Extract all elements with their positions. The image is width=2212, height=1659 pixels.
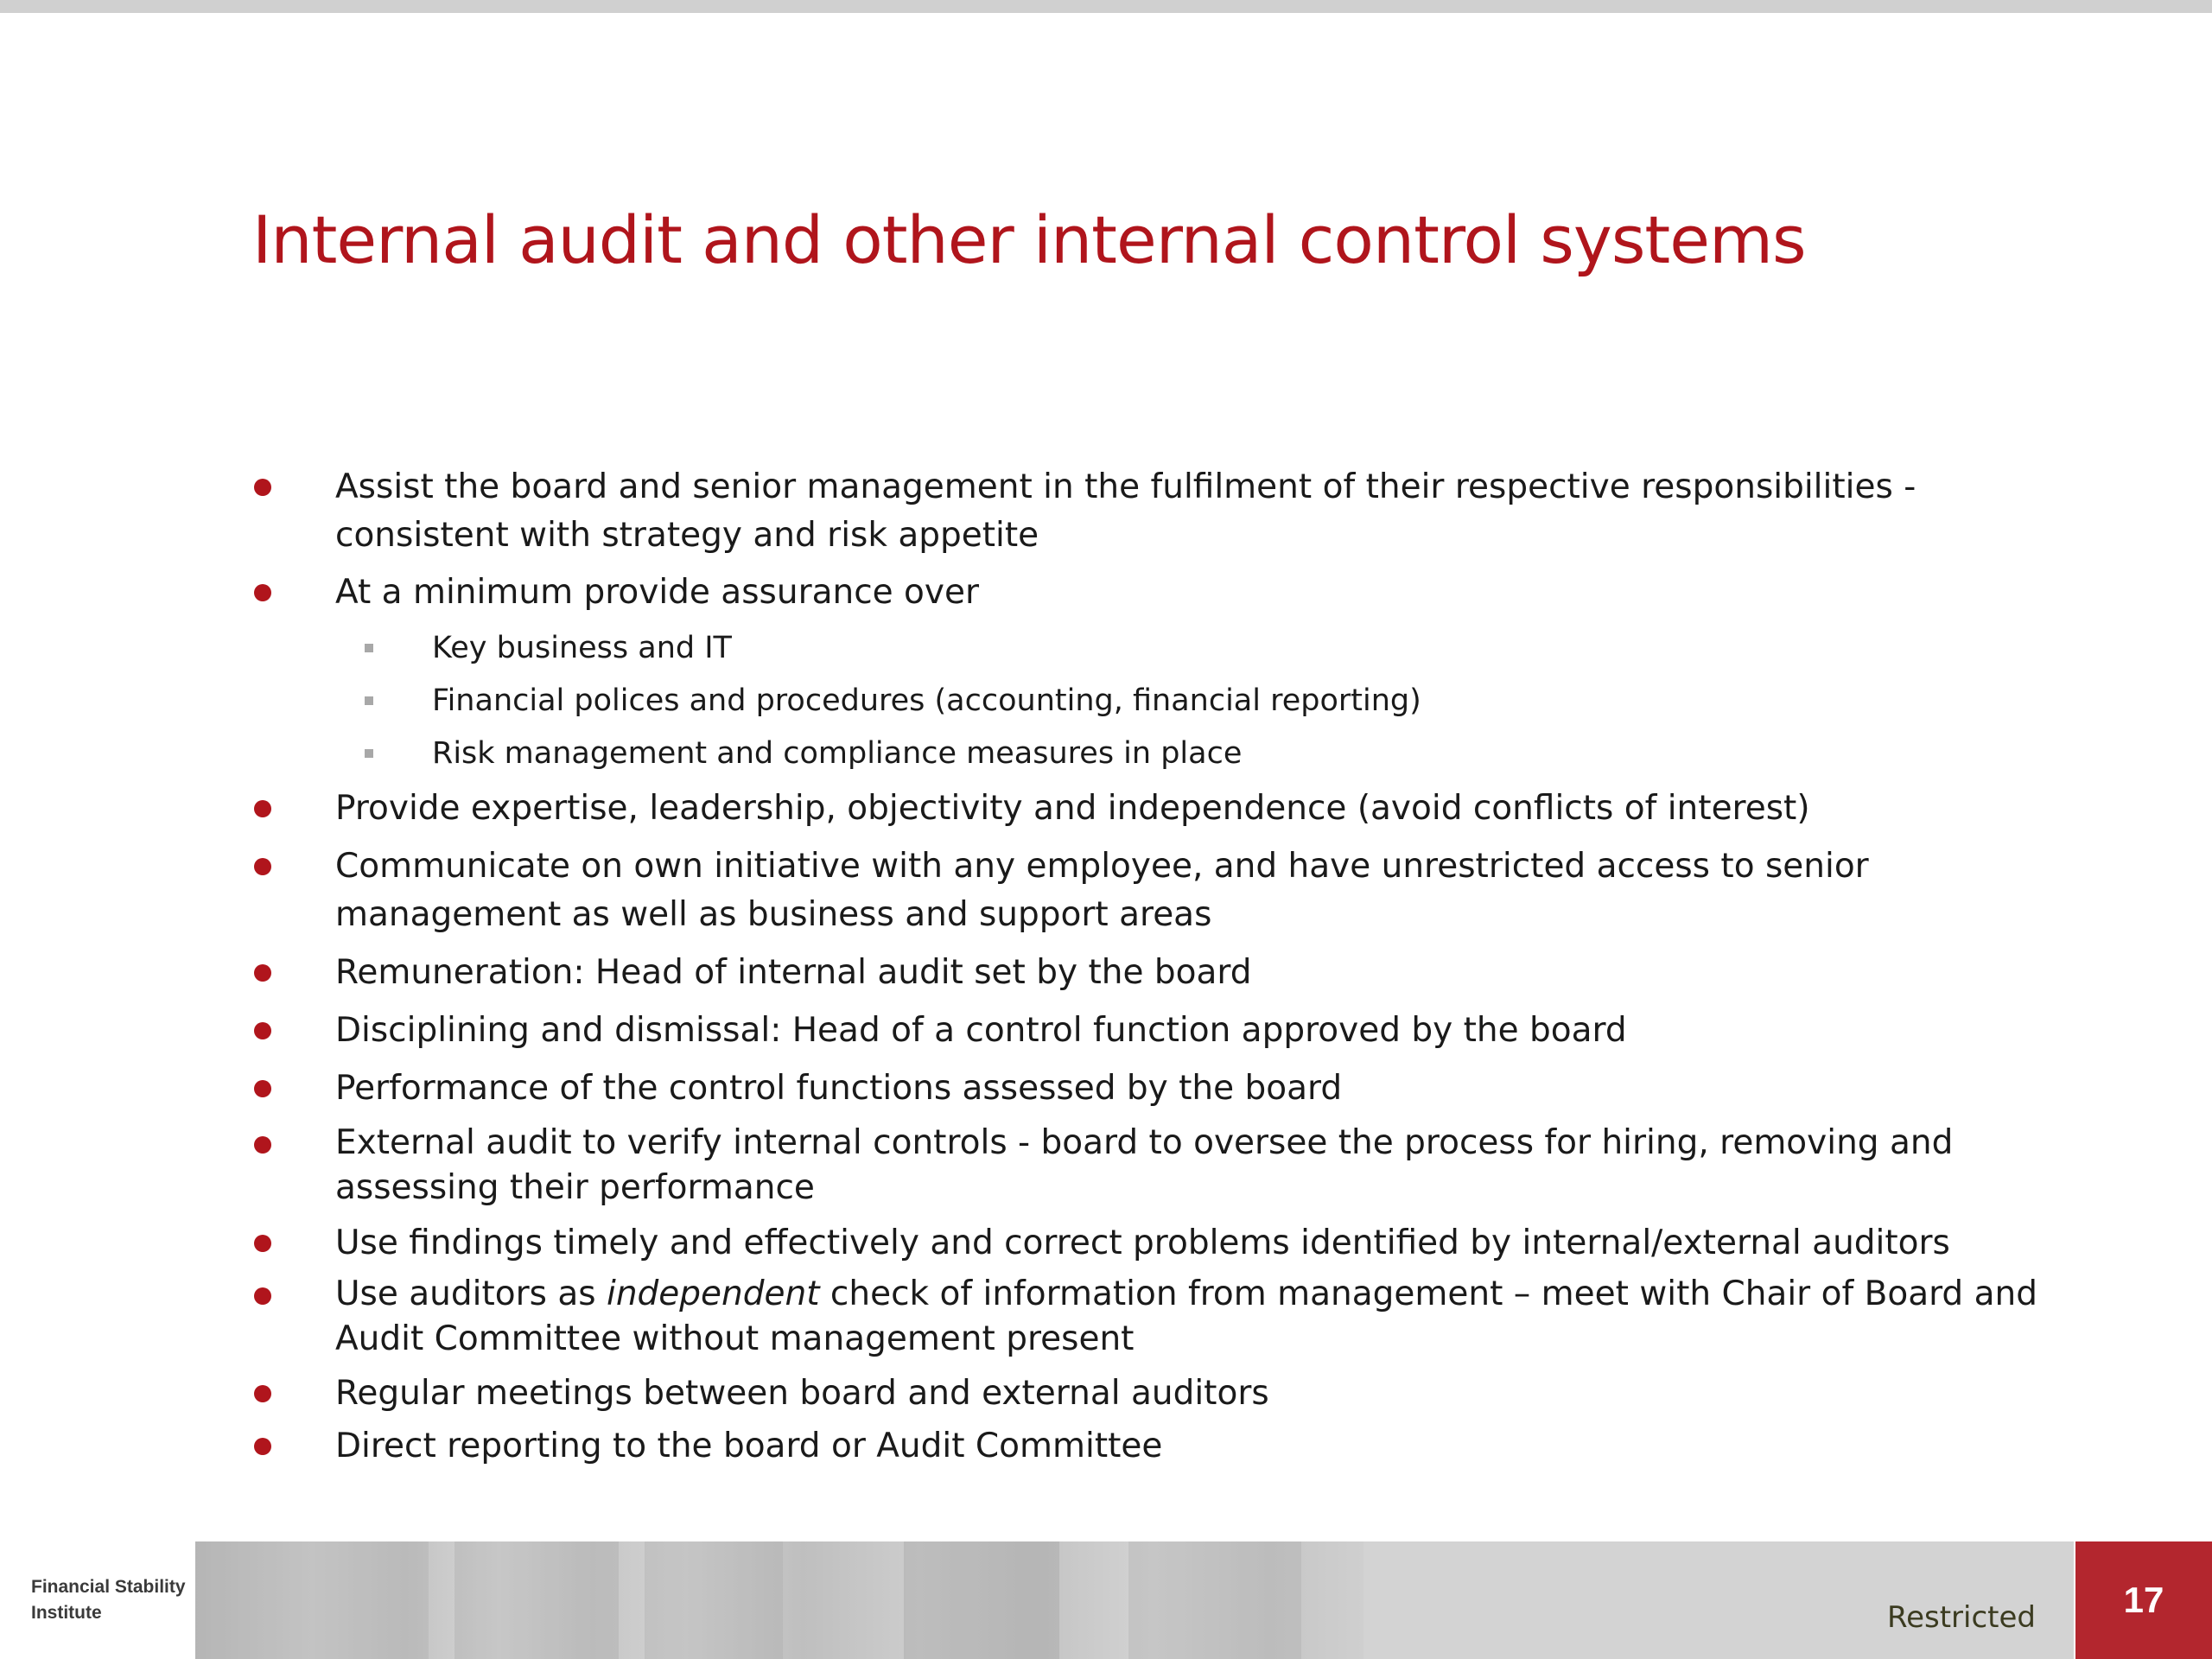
sub-bullet-item [432, 622, 2160, 674]
slide-title: Internal audit and other internal control systems [252, 201, 1806, 278]
photo-panel [454, 1541, 619, 1659]
fsi-logo [31, 1574, 186, 1626]
bullet-text-after: check of information from management – meet with Chair of Board and Audit Committee without management present [335, 1274, 2037, 1358]
bullet-item [335, 785, 2063, 833]
photo-panel [195, 1541, 429, 1659]
bullet-item [335, 842, 2063, 939]
bullet-dot-icon [254, 1235, 271, 1252]
bullet-text: Assist the board and senior management in the fulfilment of their respective responsibilities - consistent with strategy and risk appetite [335, 467, 1916, 555]
bullet-dot-icon [254, 800, 271, 817]
bullet-dot-icon [254, 1136, 271, 1154]
bullet-dot-icon [254, 1438, 271, 1455]
bullet-text: At a minimum provide assurance over [335, 573, 980, 612]
bullet-item [335, 1121, 2063, 1211]
bullet-text: Performance of the control functions assessed by the board [335, 1069, 1343, 1108]
classification-label: Restricted [1887, 1600, 2037, 1635]
photo-panel [645, 1541, 783, 1659]
bullet-text: Direct reporting to the board or Audit Committee [335, 1427, 1163, 1465]
sub-bullet-square-icon [365, 644, 373, 652]
sub-bullet-text: Key business and IT [432, 631, 732, 665]
bullet-dot-icon [254, 1022, 271, 1039]
bullet-text: External audit to verify internal controls - board to oversee the process for hiring, removing and assessing their performance [335, 1123, 1954, 1207]
bullet-item [335, 1065, 2063, 1113]
bullet-item [335, 949, 2063, 997]
bullet-dot-icon [254, 1287, 271, 1305]
bullet-text-emphasis: independent [606, 1274, 820, 1313]
bullet-text: Remuneration: Head of internal audit set by the board [335, 953, 1252, 992]
bullet-dot-icon [254, 479, 271, 496]
sub-bullet-text: Risk management and compliance measures in place [432, 736, 1243, 771]
sub-bullet-item [432, 675, 2160, 727]
bullet-item [335, 1422, 2063, 1471]
bullet-item [335, 1370, 2063, 1418]
sub-bullet-square-icon [365, 696, 373, 705]
photo-panel [1128, 1541, 1301, 1659]
bullet-text: Disciplining and dismissal: Head of a control function approved by the board [335, 1011, 1627, 1050]
bullet-text: Use findings timely and effectively and correct problems identified by internal/external auditors [335, 1224, 1950, 1262]
page-number: 17 [2075, 1541, 2212, 1659]
footer-photo-strip [195, 1541, 1363, 1659]
bullet-dot-icon [254, 1385, 271, 1402]
bullet-item [335, 463, 2063, 560]
bullet-item [335, 1219, 2063, 1268]
bullet-text: Regular meetings between board and external auditors [335, 1374, 1269, 1413]
logo-line-1: Financial Stability [31, 1577, 186, 1597]
footer [0, 1541, 2212, 1659]
bullet-text-before: Use auditors as [335, 1274, 607, 1313]
sub-bullet-text: Financial polices and procedures (accounting, financial reporting) [432, 683, 1421, 718]
bullet-item [335, 1272, 2063, 1362]
bullet-dot-icon [254, 858, 271, 875]
photo-panel [904, 1541, 1059, 1659]
logo-line-2: Institute [31, 1603, 102, 1623]
bullet-item [335, 1007, 2063, 1055]
bullet-item [335, 569, 2063, 617]
bullet-dot-icon [254, 584, 271, 601]
bullet-text [335, 1272, 2063, 1362]
sub-bullet-item [432, 728, 2160, 779]
sub-bullet-square-icon [365, 749, 373, 758]
bullet-dot-icon [254, 1080, 271, 1097]
bullet-dot-icon [254, 964, 271, 982]
bullet-text: Provide expertise, leadership, objectivity and independence (avoid conflicts of interest) [335, 789, 1810, 828]
bullet-text: Communicate on own initiative with any employee, and have unrestricted access to senior management as well as business and support areas [335, 847, 1869, 934]
